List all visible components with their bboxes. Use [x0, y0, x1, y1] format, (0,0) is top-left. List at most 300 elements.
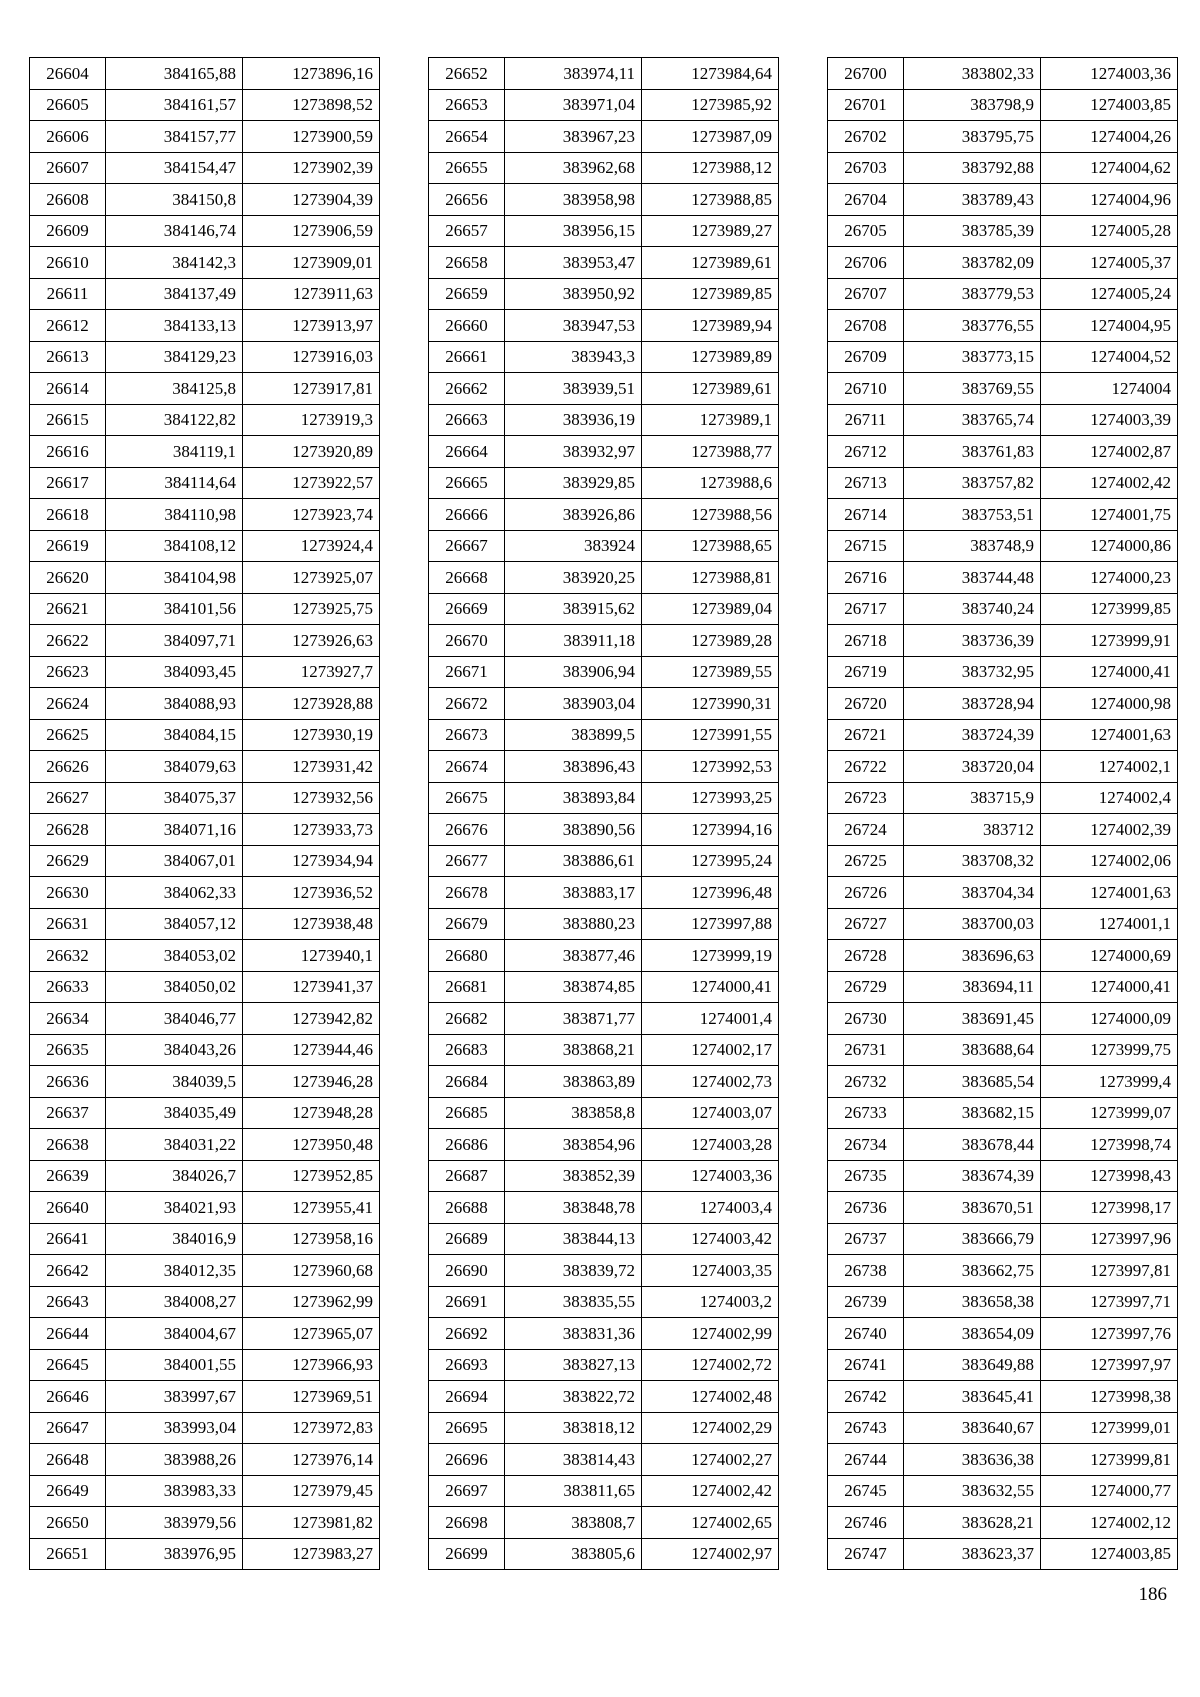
x-coordinate-cell: 383926,86: [505, 499, 642, 531]
point-number-cell: 26694: [429, 1381, 505, 1413]
point-number-cell: 26659: [429, 278, 505, 310]
table-row: [30, 404, 380, 436]
table-row: [429, 940, 779, 972]
x-coordinate-cell: 384114,64: [106, 467, 243, 499]
point-number-cell: 26643: [30, 1286, 106, 1318]
y-coordinate-cell: 1273965,07: [243, 1318, 380, 1350]
x-coordinate-cell: 383654,09: [904, 1318, 1041, 1350]
x-coordinate-cell: 383744,48: [904, 562, 1041, 594]
y-coordinate-cell: 1273999,01: [1041, 1412, 1178, 1444]
x-coordinate-cell: 383929,85: [505, 467, 642, 499]
y-coordinate-cell: 1274002,12: [1041, 1507, 1178, 1539]
table-row: [30, 1286, 380, 1318]
y-coordinate-cell: 1274004,62: [1041, 152, 1178, 184]
y-coordinate-cell: 1273969,51: [243, 1381, 380, 1413]
y-coordinate-cell: 1274004: [1041, 373, 1178, 405]
x-coordinate-cell: 383740,24: [904, 593, 1041, 625]
y-coordinate-cell: 1274003,28: [642, 1129, 779, 1161]
x-coordinate-cell: 383776,55: [904, 310, 1041, 342]
x-coordinate-cell: 383827,13: [505, 1349, 642, 1381]
point-number-cell: 26661: [429, 341, 505, 373]
y-coordinate-cell: 1273992,53: [642, 751, 779, 783]
table-row: [429, 152, 779, 184]
y-coordinate-cell: 1273928,88: [243, 688, 380, 720]
x-coordinate-cell: 383880,23: [505, 908, 642, 940]
x-coordinate-cell: 383748,9: [904, 530, 1041, 562]
table-row: [429, 1507, 779, 1539]
table-row: [30, 373, 380, 405]
y-coordinate-cell: 1273999,4: [1041, 1066, 1178, 1098]
table-row: [30, 310, 380, 342]
point-number-cell: 26621: [30, 593, 106, 625]
y-coordinate-cell: 1273983,27: [243, 1538, 380, 1570]
x-coordinate-cell: 383782,09: [904, 247, 1041, 279]
x-coordinate-cell: 384026,7: [106, 1160, 243, 1192]
point-number-cell: 26718: [828, 625, 904, 657]
point-number-cell: 26647: [30, 1412, 106, 1444]
table-row: [429, 184, 779, 216]
x-coordinate-cell: 383649,88: [904, 1349, 1041, 1381]
table-row: [429, 1444, 779, 1476]
y-coordinate-cell: 1274002,42: [642, 1475, 779, 1507]
table-row: [30, 58, 380, 90]
x-coordinate-cell: 384001,55: [106, 1349, 243, 1381]
y-coordinate-cell: 1273902,39: [243, 152, 380, 184]
y-coordinate-cell: 1274003,39: [1041, 404, 1178, 436]
table-row: [30, 1349, 380, 1381]
x-coordinate-cell: 384079,63: [106, 751, 243, 783]
point-number-cell: 26653: [429, 89, 505, 121]
y-coordinate-cell: 1274001,75: [1041, 499, 1178, 531]
table-row: [429, 1412, 779, 1444]
y-coordinate-cell: 1273984,64: [642, 58, 779, 90]
x-coordinate-cell: 383798,9: [904, 89, 1041, 121]
x-coordinate-cell: 383696,63: [904, 940, 1041, 972]
table-row: [828, 1286, 1178, 1318]
y-coordinate-cell: 1273988,77: [642, 436, 779, 468]
point-number-cell: 26634: [30, 1003, 106, 1035]
point-number-cell: 26610: [30, 247, 106, 279]
y-coordinate-cell: 1273927,7: [243, 656, 380, 688]
x-coordinate-cell: 383694,11: [904, 971, 1041, 1003]
table-row: [828, 1412, 1178, 1444]
point-number-cell: 26742: [828, 1381, 904, 1413]
table-row: [30, 1255, 380, 1287]
y-coordinate-cell: 1273920,89: [243, 436, 380, 468]
table-row: [429, 656, 779, 688]
table-row: [30, 89, 380, 121]
x-coordinate-cell: 383893,84: [505, 782, 642, 814]
table-row: [828, 467, 1178, 499]
y-coordinate-cell: 1274000,41: [642, 971, 779, 1003]
y-coordinate-cell: 1273989,27: [642, 215, 779, 247]
x-coordinate-cell: 383863,89: [505, 1066, 642, 1098]
y-coordinate-cell: 1274003,4: [642, 1192, 779, 1224]
x-coordinate-cell: 383732,95: [904, 656, 1041, 688]
table-row: [828, 719, 1178, 751]
point-number-cell: 26714: [828, 499, 904, 531]
y-coordinate-cell: 1273981,82: [243, 1507, 380, 1539]
table-row: [828, 877, 1178, 909]
point-number-cell: 26686: [429, 1129, 505, 1161]
y-coordinate-cell: 1274004,96: [1041, 184, 1178, 216]
x-coordinate-cell: 383943,3: [505, 341, 642, 373]
table-row: [30, 530, 380, 562]
x-coordinate-cell: 383822,72: [505, 1381, 642, 1413]
x-coordinate-cell: 383623,37: [904, 1538, 1041, 1570]
table-row: [429, 845, 779, 877]
point-number-cell: 26727: [828, 908, 904, 940]
y-coordinate-cell: 1273988,12: [642, 152, 779, 184]
point-number-cell: 26615: [30, 404, 106, 436]
point-number-cell: 26616: [30, 436, 106, 468]
x-coordinate-cell: 384137,49: [106, 278, 243, 310]
x-coordinate-cell: 384146,74: [106, 215, 243, 247]
table-row: [30, 719, 380, 751]
x-coordinate-cell: 383785,39: [904, 215, 1041, 247]
x-coordinate-cell: 383890,56: [505, 814, 642, 846]
point-number-cell: 26682: [429, 1003, 505, 1035]
x-coordinate-cell: 383688,64: [904, 1034, 1041, 1066]
x-coordinate-cell: 384016,9: [106, 1223, 243, 1255]
x-coordinate-cell: 384108,12: [106, 530, 243, 562]
y-coordinate-cell: 1273962,99: [243, 1286, 380, 1318]
x-coordinate-cell: 383708,32: [904, 845, 1041, 877]
point-number-cell: 26642: [30, 1255, 106, 1287]
point-number-cell: 26630: [30, 877, 106, 909]
x-coordinate-cell: 383939,51: [505, 373, 642, 405]
coordinate-table-3: [827, 57, 1178, 1570]
y-coordinate-cell: 1274000,98: [1041, 688, 1178, 720]
point-number-cell: 26676: [429, 814, 505, 846]
y-coordinate-cell: 1273958,16: [243, 1223, 380, 1255]
y-coordinate-cell: 1273997,88: [642, 908, 779, 940]
x-coordinate-cell: 383662,75: [904, 1255, 1041, 1287]
table-row: [429, 1097, 779, 1129]
point-number-cell: 26639: [30, 1160, 106, 1192]
x-coordinate-cell: 383645,41: [904, 1381, 1041, 1413]
table-row: [429, 247, 779, 279]
y-coordinate-cell: 1274002,06: [1041, 845, 1178, 877]
table-row: [30, 877, 380, 909]
point-number-cell: 26741: [828, 1349, 904, 1381]
point-number-cell: 26701: [828, 89, 904, 121]
table-row: [429, 688, 779, 720]
table-row: [828, 184, 1178, 216]
x-coordinate-cell: 384104,98: [106, 562, 243, 594]
y-coordinate-cell: 1273997,71: [1041, 1286, 1178, 1318]
y-coordinate-cell: 1273997,96: [1041, 1223, 1178, 1255]
table-row: [429, 530, 779, 562]
x-coordinate-cell: 383632,55: [904, 1475, 1041, 1507]
x-coordinate-cell: 383950,92: [505, 278, 642, 310]
x-coordinate-cell: 383839,72: [505, 1255, 642, 1287]
y-coordinate-cell: 1274000,69: [1041, 940, 1178, 972]
table-row: [30, 152, 380, 184]
point-number-cell: 26611: [30, 278, 106, 310]
x-coordinate-cell: 384142,3: [106, 247, 243, 279]
table-row: [429, 436, 779, 468]
table-row: [30, 625, 380, 657]
table-row: [30, 1129, 380, 1161]
point-number-cell: 26678: [429, 877, 505, 909]
x-coordinate-cell: 384125,8: [106, 373, 243, 405]
table-row: [429, 1318, 779, 1350]
x-coordinate-cell: 384043,26: [106, 1034, 243, 1066]
table-row: [30, 1097, 380, 1129]
table-row: [828, 1129, 1178, 1161]
y-coordinate-cell: 1274002,87: [1041, 436, 1178, 468]
table-row: [828, 1349, 1178, 1381]
y-coordinate-cell: 1274004,52: [1041, 341, 1178, 373]
point-number-cell: 26699: [429, 1538, 505, 1570]
point-number-cell: 26728: [828, 940, 904, 972]
x-coordinate-cell: 384122,82: [106, 404, 243, 436]
table-row: [30, 278, 380, 310]
point-number-cell: 26670: [429, 625, 505, 657]
table-row: [30, 593, 380, 625]
table-row: [429, 877, 779, 909]
x-coordinate-cell: 383700,03: [904, 908, 1041, 940]
point-number-cell: 26723: [828, 782, 904, 814]
point-number-cell: 26746: [828, 1507, 904, 1539]
x-coordinate-cell: 383844,13: [505, 1223, 642, 1255]
x-coordinate-cell: 383753,51: [904, 499, 1041, 531]
y-coordinate-cell: 1273925,07: [243, 562, 380, 594]
point-number-cell: 26695: [429, 1412, 505, 1444]
table-row: [30, 751, 380, 783]
point-number-cell: 26617: [30, 467, 106, 499]
point-number-cell: 26680: [429, 940, 505, 972]
table-row: [828, 499, 1178, 531]
y-coordinate-cell: 1273976,14: [243, 1444, 380, 1476]
table-row: [429, 1538, 779, 1570]
y-coordinate-cell: 1273919,3: [243, 404, 380, 436]
y-coordinate-cell: 1273993,25: [642, 782, 779, 814]
table-row: [429, 1129, 779, 1161]
point-number-cell: 26708: [828, 310, 904, 342]
x-coordinate-cell: 383805,6: [505, 1538, 642, 1570]
y-coordinate-cell: 1273989,1: [642, 404, 779, 436]
x-coordinate-cell: 383854,96: [505, 1129, 642, 1161]
x-coordinate-cell: 383789,43: [904, 184, 1041, 216]
x-coordinate-cell: 383795,75: [904, 121, 1041, 153]
x-coordinate-cell: 383761,83: [904, 436, 1041, 468]
y-coordinate-cell: 1274005,28: [1041, 215, 1178, 247]
point-number-cell: 26705: [828, 215, 904, 247]
y-coordinate-cell: 1274002,27: [642, 1444, 779, 1476]
table-row: [828, 1255, 1178, 1287]
y-coordinate-cell: 1273904,39: [243, 184, 380, 216]
point-number-cell: 26710: [828, 373, 904, 405]
x-coordinate-cell: 383848,78: [505, 1192, 642, 1224]
x-coordinate-cell: 383899,5: [505, 719, 642, 751]
x-coordinate-cell: 383670,51: [904, 1192, 1041, 1224]
y-coordinate-cell: 1273989,85: [642, 278, 779, 310]
point-number-cell: 26651: [30, 1538, 106, 1570]
x-coordinate-cell: 383792,88: [904, 152, 1041, 184]
y-coordinate-cell: 1273985,92: [642, 89, 779, 121]
table-row: [30, 1507, 380, 1539]
table-row: [30, 1318, 380, 1350]
y-coordinate-cell: 1274002,4: [1041, 782, 1178, 814]
table-row: [828, 341, 1178, 373]
x-coordinate-cell: 384129,23: [106, 341, 243, 373]
x-coordinate-cell: 383658,38: [904, 1286, 1041, 1318]
x-coordinate-cell: 383971,04: [505, 89, 642, 121]
y-coordinate-cell: 1273941,37: [243, 971, 380, 1003]
table-row: [30, 908, 380, 940]
y-coordinate-cell: 1273917,81: [243, 373, 380, 405]
table-row: [30, 184, 380, 216]
table-row: [30, 845, 380, 877]
y-coordinate-cell: 1274000,23: [1041, 562, 1178, 594]
x-coordinate-cell: 384154,47: [106, 152, 243, 184]
point-number-cell: 26720: [828, 688, 904, 720]
x-coordinate-cell: 384150,8: [106, 184, 243, 216]
x-coordinate-cell: 384035,49: [106, 1097, 243, 1129]
x-coordinate-cell: 383883,17: [505, 877, 642, 909]
point-number-cell: 26607: [30, 152, 106, 184]
x-coordinate-cell: 383682,15: [904, 1097, 1041, 1129]
table-row: [429, 1034, 779, 1066]
y-coordinate-cell: 1273933,73: [243, 814, 380, 846]
x-coordinate-cell: 383967,23: [505, 121, 642, 153]
x-coordinate-cell: 383640,67: [904, 1412, 1041, 1444]
coordinate-tables: [0, 57, 1200, 1564]
point-number-cell: 26677: [429, 845, 505, 877]
x-coordinate-cell: 384101,56: [106, 593, 243, 625]
point-number-cell: 26731: [828, 1034, 904, 1066]
y-coordinate-cell: 1274002,65: [642, 1507, 779, 1539]
y-coordinate-cell: 1273909,01: [243, 247, 380, 279]
table-row: [429, 121, 779, 153]
table-row: [828, 1444, 1178, 1476]
y-coordinate-cell: 1273936,52: [243, 877, 380, 909]
x-coordinate-cell: 383962,68: [505, 152, 642, 184]
x-coordinate-cell: 383765,74: [904, 404, 1041, 436]
x-coordinate-cell: 383757,82: [904, 467, 1041, 499]
point-number-cell: 26665: [429, 467, 505, 499]
y-coordinate-cell: 1273972,83: [243, 1412, 380, 1444]
point-number-cell: 26716: [828, 562, 904, 594]
point-number-cell: 26645: [30, 1349, 106, 1381]
table-row: [429, 1160, 779, 1192]
table-row: [828, 373, 1178, 405]
y-coordinate-cell: 1273989,61: [642, 373, 779, 405]
y-coordinate-cell: 1273952,85: [243, 1160, 380, 1192]
y-coordinate-cell: 1273989,89: [642, 341, 779, 373]
y-coordinate-cell: 1273922,57: [243, 467, 380, 499]
point-number-cell: 26724: [828, 814, 904, 846]
table-row: [429, 782, 779, 814]
table-row: [828, 625, 1178, 657]
table-row: [30, 1444, 380, 1476]
table-row: [429, 341, 779, 373]
y-coordinate-cell: 1273930,19: [243, 719, 380, 751]
table-row: [828, 1538, 1178, 1570]
y-coordinate-cell: 1273994,16: [642, 814, 779, 846]
y-coordinate-cell: 1274004,26: [1041, 121, 1178, 153]
y-coordinate-cell: 1273913,97: [243, 310, 380, 342]
point-number-cell: 26744: [828, 1444, 904, 1476]
x-coordinate-cell: 384050,02: [106, 971, 243, 1003]
x-coordinate-cell: 383831,36: [505, 1318, 642, 1350]
table-row: [429, 593, 779, 625]
y-coordinate-cell: 1273997,81: [1041, 1255, 1178, 1287]
point-number-cell: 26666: [429, 499, 505, 531]
x-coordinate-cell: 383720,04: [904, 751, 1041, 783]
x-coordinate-cell: 383906,94: [505, 656, 642, 688]
point-number-cell: 26706: [828, 247, 904, 279]
point-number-cell: 26713: [828, 467, 904, 499]
point-number-cell: 26729: [828, 971, 904, 1003]
table-row: [429, 751, 779, 783]
x-coordinate-cell: 384157,77: [106, 121, 243, 153]
point-number-cell: 26618: [30, 499, 106, 531]
y-coordinate-cell: 1274005,24: [1041, 278, 1178, 310]
y-coordinate-cell: 1273896,16: [243, 58, 380, 90]
point-number-cell: 26679: [429, 908, 505, 940]
y-coordinate-cell: 1274004,95: [1041, 310, 1178, 342]
x-coordinate-cell: 383685,54: [904, 1066, 1041, 1098]
x-coordinate-cell: 383877,46: [505, 940, 642, 972]
table-row: [429, 278, 779, 310]
table-row: [828, 971, 1178, 1003]
point-number-cell: 26734: [828, 1129, 904, 1161]
point-number-cell: 26662: [429, 373, 505, 405]
x-coordinate-cell: 383715,9: [904, 782, 1041, 814]
table-row: [429, 404, 779, 436]
y-coordinate-cell: 1274002,29: [642, 1412, 779, 1444]
point-number-cell: 26685: [429, 1097, 505, 1129]
y-coordinate-cell: 1273932,56: [243, 782, 380, 814]
table-row: [30, 1066, 380, 1098]
table-row: [828, 1475, 1178, 1507]
table-row: [30, 121, 380, 153]
table-row: [828, 562, 1178, 594]
y-coordinate-cell: 1273999,19: [642, 940, 779, 972]
y-coordinate-cell: 1273988,65: [642, 530, 779, 562]
y-coordinate-cell: 1273916,03: [243, 341, 380, 373]
x-coordinate-cell: 383724,39: [904, 719, 1041, 751]
point-number-cell: 26656: [429, 184, 505, 216]
x-coordinate-cell: 383858,8: [505, 1097, 642, 1129]
y-coordinate-cell: 1273991,55: [642, 719, 779, 751]
point-number-cell: 26636: [30, 1066, 106, 1098]
point-number-cell: 26605: [30, 89, 106, 121]
point-number-cell: 26664: [429, 436, 505, 468]
point-number-cell: 26721: [828, 719, 904, 751]
y-coordinate-cell: 1274002,72: [642, 1349, 779, 1381]
y-coordinate-cell: 1274003,07: [642, 1097, 779, 1129]
x-coordinate-cell: 383666,79: [904, 1223, 1041, 1255]
y-coordinate-cell: 1274002,39: [1041, 814, 1178, 846]
y-coordinate-cell: 1273925,75: [243, 593, 380, 625]
y-coordinate-cell: 1274002,73: [642, 1066, 779, 1098]
table-row: [429, 58, 779, 90]
y-coordinate-cell: 1273926,63: [243, 625, 380, 657]
point-number-cell: 26689: [429, 1223, 505, 1255]
y-coordinate-cell: 1273999,75: [1041, 1034, 1178, 1066]
point-number-cell: 26667: [429, 530, 505, 562]
point-number-cell: 26673: [429, 719, 505, 751]
point-number-cell: 26640: [30, 1192, 106, 1224]
x-coordinate-cell: 383779,53: [904, 278, 1041, 310]
point-number-cell: 26606: [30, 121, 106, 153]
coordinate-table-2: [428, 57, 779, 1570]
point-number-cell: 26672: [429, 688, 505, 720]
